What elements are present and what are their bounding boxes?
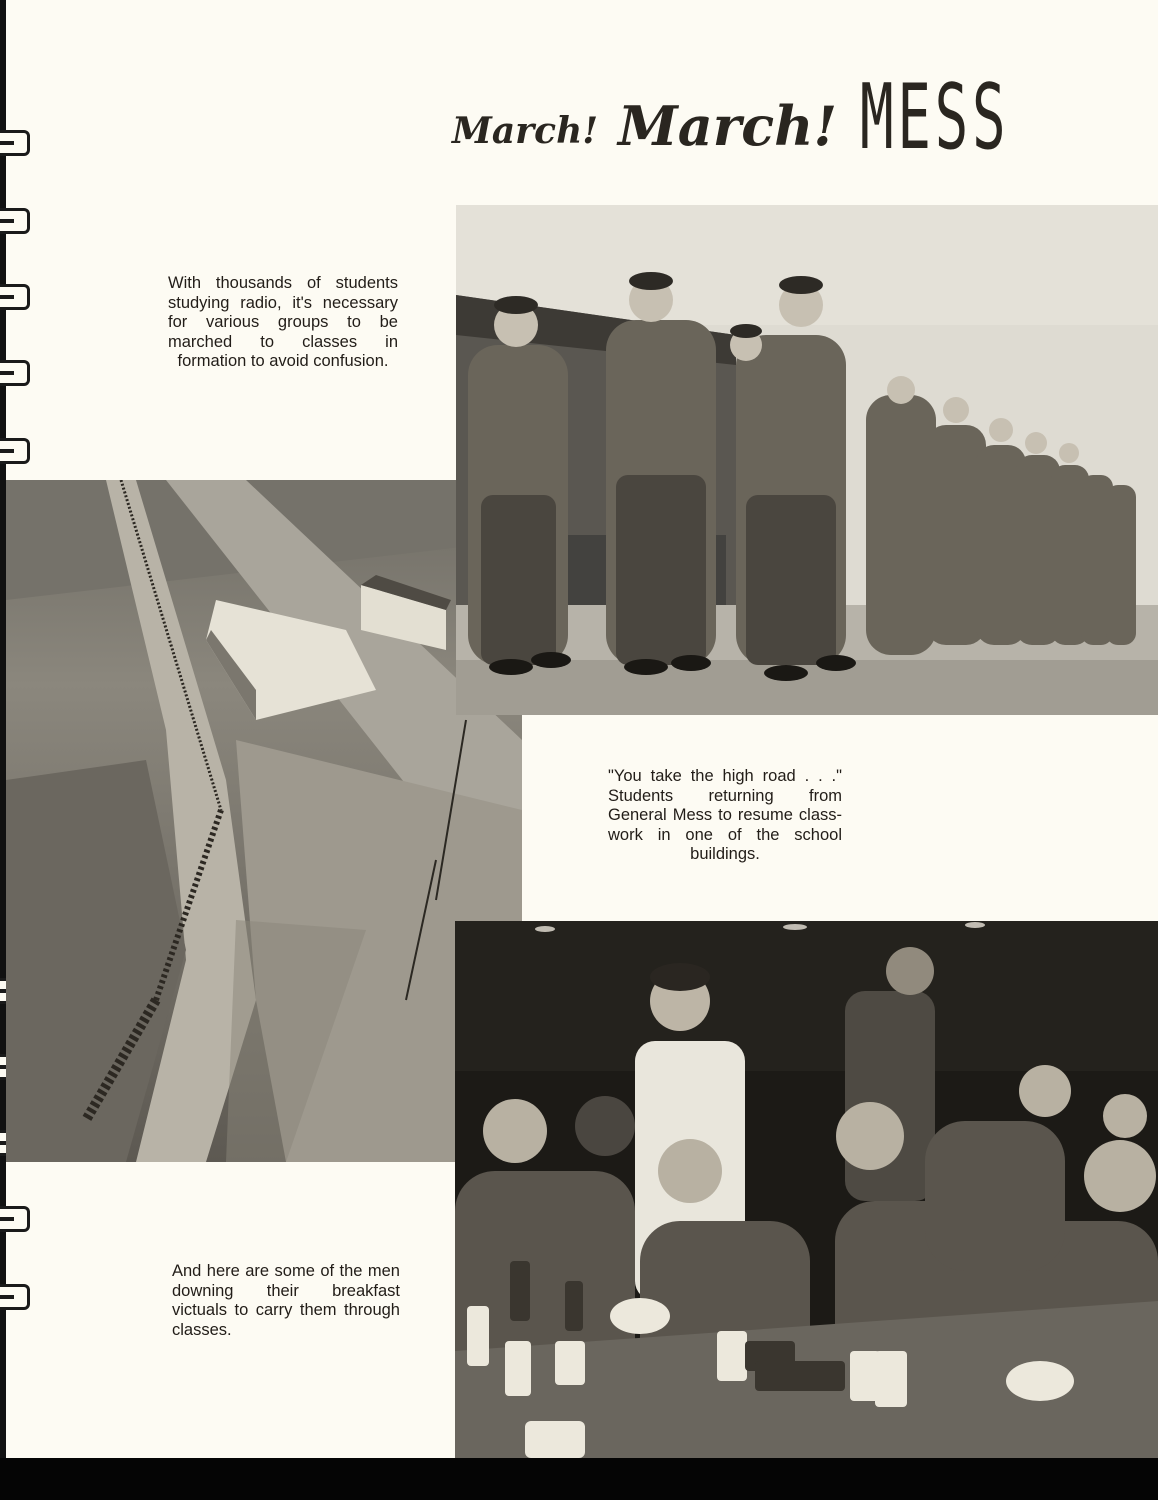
binding-ring [0, 1284, 30, 1310]
page-title [452, 65, 1012, 172]
marching-photo [456, 205, 1158, 715]
title-word-mess: MESS [860, 65, 1010, 170]
mess-hall-photo [455, 921, 1158, 1458]
binding-ring [0, 360, 30, 386]
caption-marching-formation: With thousands of students studying radio, it's necessary for various groups to be marched to classes in formation to avoid confusion. [168, 274, 398, 370]
binding-ring [0, 1206, 30, 1232]
binding-ring [0, 284, 30, 310]
aerial-photo [6, 480, 522, 1162]
binding-ring [0, 438, 30, 464]
binding-ring [0, 130, 30, 156]
caption-breakfast: And here are some of the men downing their breakfast victuals to carry them through classes. [172, 1262, 400, 1339]
title-word-march-small: March! [452, 110, 599, 152]
scan-bottom-border [0, 1458, 1158, 1500]
caption-high-road: "You take the high road . . ." Students returning from General Mess to resume class-work in one of the school buildings. [608, 767, 842, 863]
binding-ring [0, 208, 30, 234]
title-word-march-large: March! [618, 94, 838, 158]
